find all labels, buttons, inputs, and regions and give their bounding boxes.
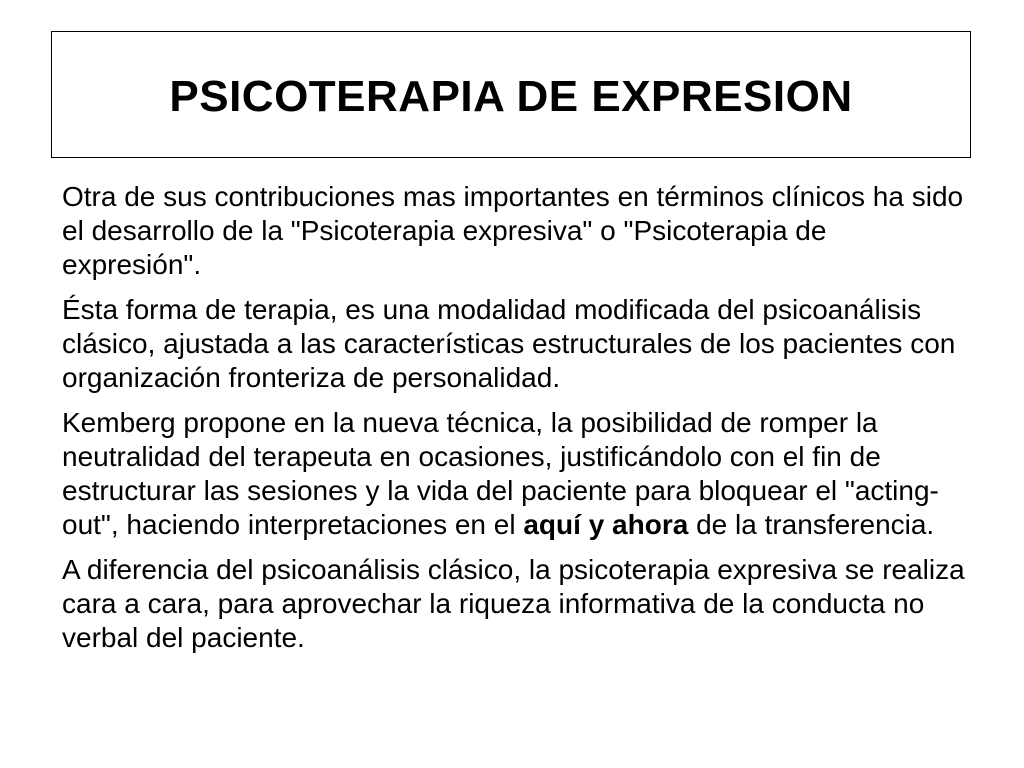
paragraph-kemberg-text-start: Kemberg propone en la nueva técnica, la posibilidad de romper la neutralidad del terapeuta en ocasiones, justificándolo con el fin de estructurar las sesiones y la vida del paciente para bloquear el "acting-out", haciendo interpretaciones en el bbox=[62, 407, 939, 540]
paragraph-kemberg-text-end: de la transferencia. bbox=[688, 509, 935, 540]
paragraph-face-to-face: A diferencia del psicoanálisis clásico, la psicoterapia expresiva se realiza cara a cara, para aprovechar la riqueza informativa de la conducta no verbal del paciente. bbox=[62, 554, 965, 653]
paragraph-therapy-form: Ésta forma de terapia, es una modalidad modificada del psicoanálisis clásico, ajustada a las características estructurales de los pacientes con organización fronteriza de personalidad. bbox=[62, 294, 956, 393]
emphasis-aqui-y-ahora: aquí y ahora bbox=[523, 509, 689, 540]
paragraph-contributions: Otra de sus contribuciones mas importantes en términos clínicos ha sido el desarrollo de la "Psicoterapia expresiva" o "Psicoterapia de expresión". bbox=[62, 181, 964, 280]
slide-body bbox=[62, 180, 972, 666]
title-box bbox=[51, 31, 971, 158]
slide-title: PSICOTERAPIA DE EXPRESION bbox=[169, 71, 853, 121]
paragraph-kemberg-technique bbox=[62, 406, 972, 542]
